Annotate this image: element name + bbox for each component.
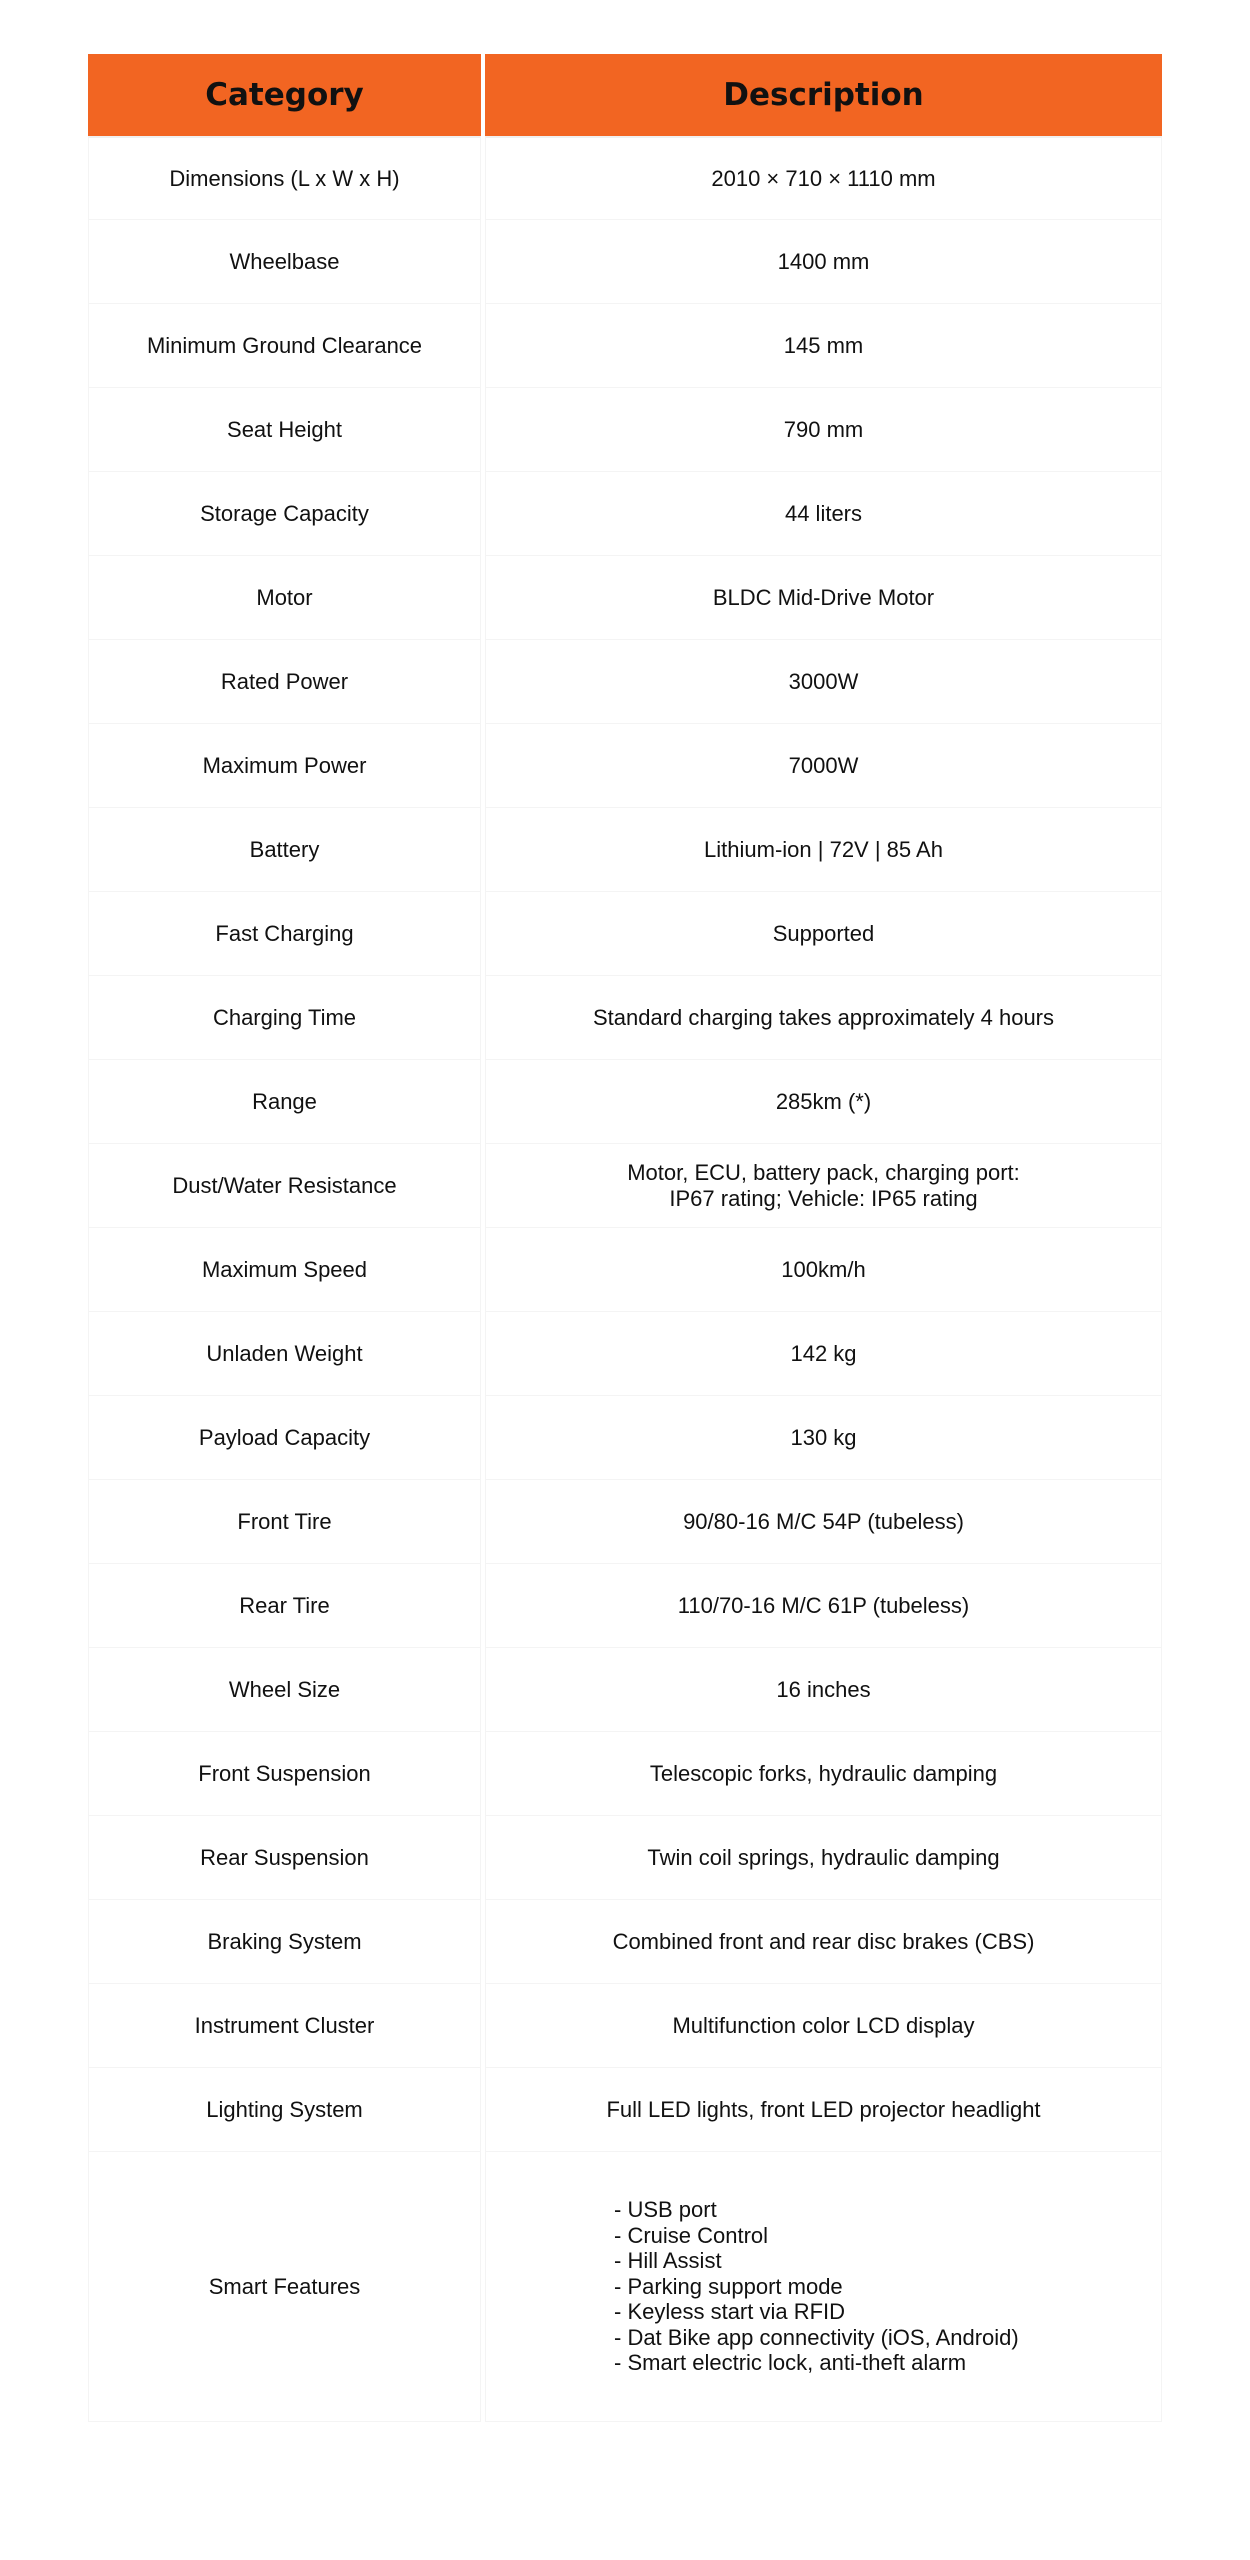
row-category: Payload Capacity — [88, 1396, 481, 1480]
smart-features-list — [486, 2197, 1161, 2376]
row-description: 142 kg — [485, 1312, 1162, 1396]
row-description: 145 mm — [485, 304, 1162, 388]
row-category: Dust/Water Resistance — [88, 1144, 481, 1228]
table-row — [88, 472, 1162, 556]
feature-item: - USB port — [614, 2197, 717, 2223]
row-description: 44 liters — [485, 472, 1162, 556]
row-category: Smart Features — [88, 2152, 481, 2422]
row-category: Minimum Ground Clearance — [88, 304, 481, 388]
row-description: 100km/h — [485, 1228, 1162, 1312]
table-row — [88, 724, 1162, 808]
row-category: Maximum Power — [88, 724, 481, 808]
row-category: Unladen Weight — [88, 1312, 481, 1396]
table-row — [88, 1060, 1162, 1144]
row-description: Twin coil springs, hydraulic damping — [485, 1816, 1162, 1900]
row-description: BLDC Mid-Drive Motor — [485, 556, 1162, 640]
feature-item: - Dat Bike app connectivity (iOS, Android) — [614, 2324, 1019, 2350]
row-description: 2010 × 710 × 1110 mm — [485, 136, 1162, 220]
table-row-smart-features — [88, 2152, 1162, 2422]
table-row — [88, 1984, 1162, 2068]
row-description: Standard charging takes approximately 4 hours — [485, 976, 1162, 1060]
row-description: Telescopic forks, hydraulic damping — [485, 1732, 1162, 1816]
row-description: Lithium-ion | 72V | 85 Ah — [485, 808, 1162, 892]
table-row — [88, 640, 1162, 724]
row-category: Fast Charging — [88, 892, 481, 976]
row-category: Rear Tire — [88, 1564, 481, 1648]
row-category: Maximum Speed — [88, 1228, 481, 1312]
row-description: Multifunction color LCD display — [485, 1984, 1162, 2068]
table-row — [88, 808, 1162, 892]
row-category: Lighting System — [88, 2068, 481, 2152]
row-category: Wheel Size — [88, 1648, 481, 1732]
row-description: 130 kg — [485, 1396, 1162, 1480]
table-row — [88, 388, 1162, 472]
feature-item: - Keyless start via RFID — [614, 2299, 846, 2325]
table-row — [88, 1228, 1162, 1312]
table-row — [88, 1144, 1162, 1228]
row-description: 285km (*) — [485, 1060, 1162, 1144]
row-category: Dimensions (L x W x H) — [88, 136, 481, 220]
row-category: Seat Height — [88, 388, 481, 472]
row-category: Battery — [88, 808, 481, 892]
row-description: Combined front and rear disc brakes (CBS) — [485, 1900, 1162, 1984]
table-row — [88, 220, 1162, 304]
table-row — [88, 2068, 1162, 2152]
feature-item: - Cruise Control — [614, 2222, 769, 2248]
feature-item: - Smart electric lock, anti-theft alarm — [614, 2350, 967, 2376]
table-row — [88, 1648, 1162, 1732]
row-description: Supported — [485, 892, 1162, 976]
table-row — [88, 892, 1162, 976]
table-row — [88, 1312, 1162, 1396]
feature-item: - Parking support mode — [614, 2273, 843, 2299]
row-description: 16 inches — [485, 1648, 1162, 1732]
row-category: Rated Power — [88, 640, 481, 724]
table-row — [88, 1564, 1162, 1648]
row-category: Rear Suspension — [88, 1816, 481, 1900]
table-row — [88, 1732, 1162, 1816]
table-row — [88, 976, 1162, 1060]
table-row — [88, 556, 1162, 640]
row-description: Motor, ECU, battery pack, charging port: IP67 rating; Vehicle: IP65 rating — [485, 1144, 1162, 1228]
table-row — [88, 136, 1162, 220]
row-category: Wheelbase — [88, 220, 481, 304]
row-category: Front Tire — [88, 1480, 481, 1564]
table-row — [88, 1480, 1162, 1564]
table-row — [88, 304, 1162, 388]
header-category: Category — [88, 54, 481, 136]
row-description: 90/80-16 M/C 54P (tubeless) — [485, 1480, 1162, 1564]
row-category: Storage Capacity — [88, 472, 481, 556]
table-row — [88, 1396, 1162, 1480]
row-description: 7000W — [485, 724, 1162, 808]
row-category: Charging Time — [88, 976, 481, 1060]
table-row — [88, 1900, 1162, 1984]
row-category: Instrument Cluster — [88, 1984, 481, 2068]
row-category: Front Suspension — [88, 1732, 481, 1816]
row-category: Range — [88, 1060, 481, 1144]
spec-table — [88, 54, 1162, 2422]
row-category: Braking System — [88, 1900, 481, 1984]
row-description: 1400 mm — [485, 220, 1162, 304]
table-body — [88, 136, 1162, 2152]
row-description — [485, 2152, 1162, 2422]
row-description: 110/70-16 M/C 61P (tubeless) — [485, 1564, 1162, 1648]
row-description: 790 mm — [485, 388, 1162, 472]
row-category: Motor — [88, 556, 481, 640]
row-description: 3000W — [485, 640, 1162, 724]
header-description: Description — [485, 54, 1162, 136]
feature-item: - Hill Assist — [614, 2248, 722, 2274]
table-row — [88, 1816, 1162, 1900]
row-description: Full LED lights, front LED projector headlight — [485, 2068, 1162, 2152]
table-header — [88, 54, 1162, 136]
